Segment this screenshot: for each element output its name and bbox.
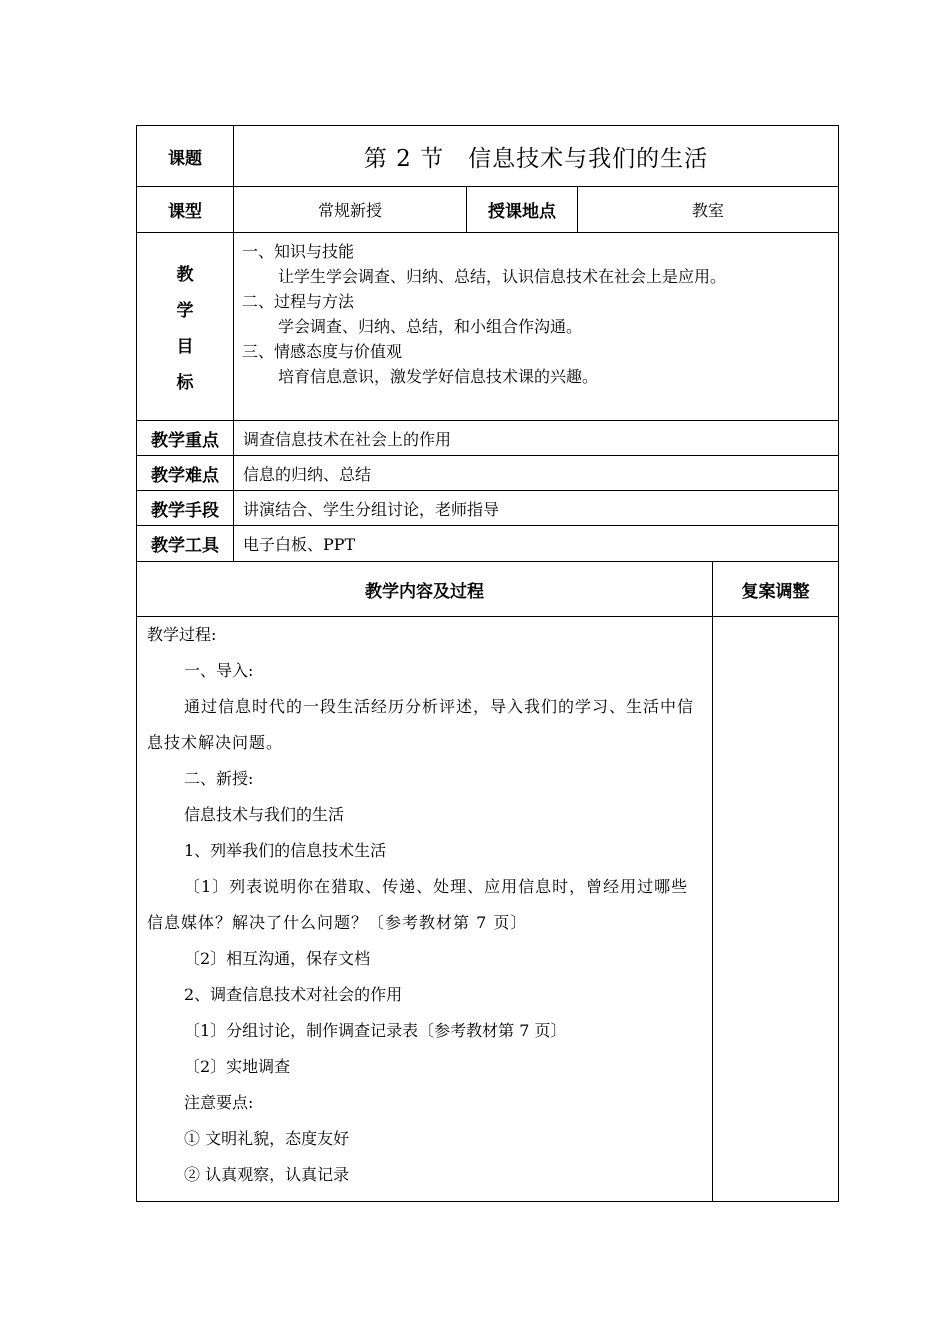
- process-line: 〔2〕相互沟通，保存文档: [184, 949, 371, 968]
- goal-heading-process: 二、过程与方法: [242, 292, 355, 311]
- process-line: 〔2〕实地调查: [184, 1057, 291, 1076]
- goal-heading-knowledge: 一、知识与技能: [242, 242, 355, 261]
- goals-label-char: 教: [176, 264, 194, 285]
- adjust-content: [713, 617, 839, 1202]
- tools-value: 电子白板、PPT: [234, 526, 839, 562]
- tools-label: 教学工具: [137, 526, 234, 562]
- content-header-label: 教学内容及过程: [137, 562, 713, 617]
- process-content: [137, 617, 713, 1202]
- process-line: 2、调查信息技术对社会的作用: [184, 985, 403, 1004]
- process-line: 信息技术与我们的生活: [184, 805, 345, 824]
- process-line: 注意要点:: [184, 1093, 254, 1112]
- process-line: 1、列举我们的信息技术生活: [184, 841, 387, 860]
- type-row: [137, 187, 839, 233]
- goal-heading-attitude: 三、情感态度与价值观: [242, 342, 403, 361]
- key-point-value: 调查信息技术在社会上的作用: [234, 421, 839, 456]
- goal-text-knowledge: 让学生学会调查、归纳、总结，认识信息技术在社会上是应用。: [278, 267, 727, 286]
- process-line: 二、新授:: [184, 769, 254, 788]
- goals-content: [234, 233, 839, 421]
- process-line: 〔1〕分组讨论，制作调查记录表〔参考教材第 7 页〕: [184, 1021, 567, 1040]
- type-label: 课型: [137, 187, 234, 233]
- location-label: 授课地点: [467, 187, 578, 233]
- topic-row: [137, 126, 839, 187]
- process-line: ① 文明礼貌，态度友好: [184, 1129, 350, 1148]
- difficulty-label: 教学难点: [137, 456, 234, 491]
- goals-label-char: 学: [176, 300, 194, 321]
- difficulty-row: [137, 456, 839, 491]
- process-line: ② 认真观察，认真记录: [184, 1165, 350, 1184]
- process-line: 一、导入:: [184, 661, 254, 680]
- goal-text-attitude: 培育信息意识，激发学好信息技术课的兴趣。: [278, 367, 599, 386]
- method-row: [137, 491, 839, 526]
- adjust-header-label: 复案调整: [713, 562, 839, 617]
- goals-row: [137, 233, 839, 421]
- process-row: [137, 617, 839, 1202]
- process-paragraph: 通过信息时代的一段生活经历分析评述，导入我们的学习、生活中信息技术解决问题。: [147, 697, 695, 752]
- type-value: 常规新授: [234, 187, 467, 233]
- location-value: 教室: [578, 187, 839, 233]
- content-header-row: [137, 562, 839, 617]
- goals-label-char: 目: [176, 336, 194, 357]
- goals-label: [137, 233, 234, 421]
- key-point-row: [137, 421, 839, 456]
- key-point-label: 教学重点: [137, 421, 234, 456]
- process-paragraph: 〔1〕列表说明你在猎取、传递、处理、应用信息时，曾经用过哪些信息媒体？解决了什么问题？〔参考教材第 7 页〕: [147, 877, 689, 932]
- difficulty-value: 信息的归纳、总结: [234, 456, 839, 491]
- method-value: 讲演结合、学生分组讨论，老师指导: [234, 491, 839, 526]
- topic-title: 第 2 节 信息技术与我们的生活: [234, 126, 839, 187]
- tools-row: [137, 526, 839, 562]
- goals-label-char: 标: [176, 372, 194, 393]
- method-label: 教学手段: [137, 491, 234, 526]
- topic-label: 课题: [137, 126, 234, 187]
- process-line: 教学过程:: [147, 625, 217, 644]
- lesson-plan-table: [136, 125, 839, 1202]
- goal-text-process: 学会调查、归纳、总结，和小组合作沟通。: [278, 317, 583, 336]
